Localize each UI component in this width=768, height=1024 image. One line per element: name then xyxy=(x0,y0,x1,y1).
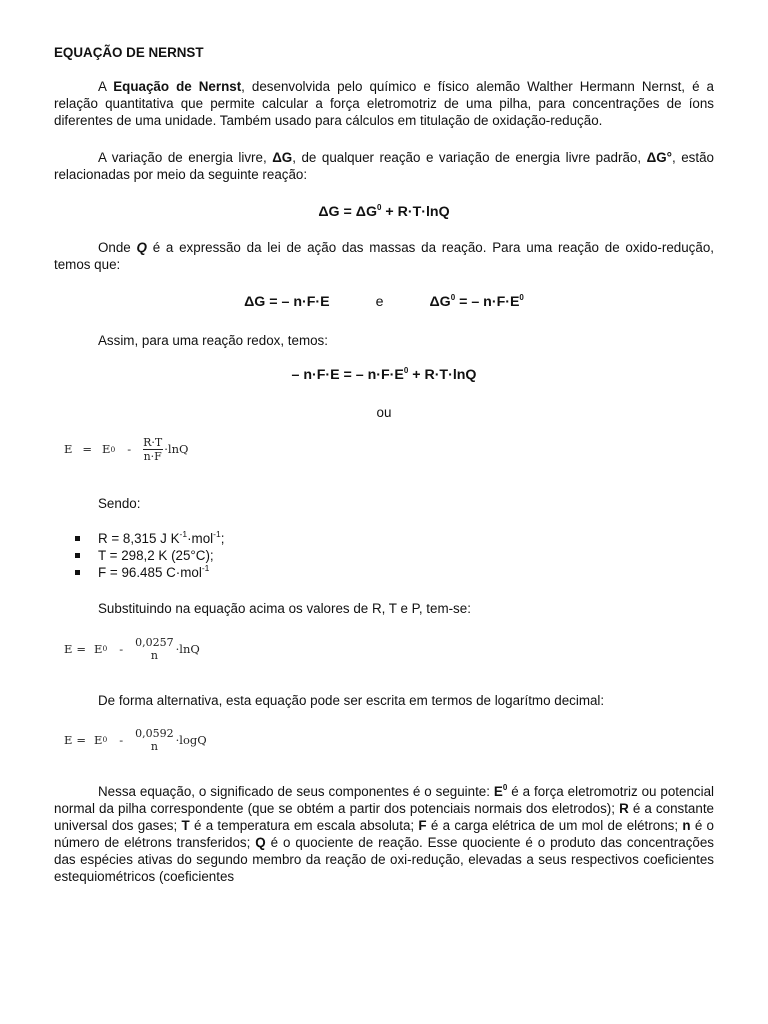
text: R = 8,315 J K xyxy=(98,531,180,546)
nernst-formula-ln: E = E 0 - 0,0257 n ·lnQ xyxy=(64,636,200,662)
paragraph-4: Assim, para uma reação redox, temos: xyxy=(98,333,328,348)
formula-tail: ·logQ xyxy=(175,732,207,747)
list-item xyxy=(54,530,224,547)
formula-minus: - xyxy=(119,641,124,656)
bullet-icon xyxy=(75,553,80,558)
text: , de qualquer reação e variação de energia livre padrão, xyxy=(292,150,647,165)
text: F = 96.485 C·mol xyxy=(98,565,202,580)
denominator: n·F xyxy=(143,450,162,463)
formula-lhs: E xyxy=(64,442,73,456)
superscript: 0 xyxy=(450,293,456,302)
text: A xyxy=(98,79,114,94)
eq-text: ΔG = ΔG xyxy=(318,204,377,220)
superscript: 0 xyxy=(377,203,382,212)
superscript: -1 xyxy=(201,563,210,573)
formula-equals: = xyxy=(82,442,93,456)
bold-term: Equação de Nernst xyxy=(113,79,242,94)
paragraph-3 xyxy=(54,239,714,273)
text: é o quociente de reação. Esse quociente é o produto das concentrações das espécies ativas do segundo membro da reação de oxi-redução, elevadas a seus respectivos coeficientes estequiométricos (coeficientes xyxy=(54,835,714,884)
text: , desenvolvida pelo químico e físico alemão Walther Hermann Nernst, é a relação quantitativa que permite calcular a força eletromotriz de uma pilha, para concentrações de íons diferentes de uma unidade. Também usado para cálculos em titulação de oxidação-redução. xyxy=(54,79,714,128)
intro-paragraph-1 xyxy=(54,78,714,129)
sendo-label: Sendo: xyxy=(98,496,141,511)
text: ·mol xyxy=(187,531,214,546)
list-item xyxy=(54,547,224,564)
formula-fraction xyxy=(134,727,175,753)
text: A variação de energia livre, xyxy=(98,150,273,165)
formula-minus: - xyxy=(119,732,124,747)
text: é a constante universal dos gases; xyxy=(54,801,714,833)
formula-fraction xyxy=(142,436,163,463)
text: é a expressão da lei de ação das massas da reação. Para uma reação de oxido-redução, temos que: xyxy=(54,240,714,272)
paragraph-7 xyxy=(54,783,714,885)
formula-tail: ·lnQ xyxy=(175,641,200,656)
text: ; xyxy=(220,531,225,546)
superscript: -1 xyxy=(179,529,188,539)
formula-equals: = xyxy=(76,732,87,747)
eq-text: = – n·F·E xyxy=(455,294,520,310)
equation-1 xyxy=(54,204,714,221)
eq-text: + R·T·lnQ xyxy=(381,204,450,220)
numerator: R·T xyxy=(143,436,163,449)
equation-2 xyxy=(54,294,714,311)
text: é a temperatura em escala absoluta; xyxy=(189,818,419,833)
formula-fraction xyxy=(134,636,175,662)
intro-paragraph-2 xyxy=(54,149,714,183)
delta-g0-symbol: ΔG° xyxy=(646,150,672,165)
text: Onde xyxy=(98,240,137,255)
bullet-icon xyxy=(75,536,80,541)
n-symbol: n xyxy=(682,818,691,833)
formula-lhs: E xyxy=(64,641,73,656)
superscript: -1 xyxy=(213,529,221,539)
text: , estão relacionadas por meio da seguinte reação: xyxy=(54,150,714,182)
formula-e0: E xyxy=(94,732,103,747)
q-symbol: Q xyxy=(136,240,147,255)
superscript: 0 xyxy=(502,783,508,792)
formula-lhs: E xyxy=(64,732,73,747)
equation-3 xyxy=(54,367,714,384)
formula-minus: - xyxy=(127,442,132,456)
eq-text: ΔG xyxy=(429,294,451,310)
numerator: 0,0592 xyxy=(135,727,174,740)
denominator: n xyxy=(150,740,158,753)
eq-text: ΔG = – n·F·E xyxy=(244,294,330,310)
text: T = 298,2 K (25°C); xyxy=(98,548,214,563)
numerator: 0,0257 xyxy=(135,636,174,649)
conjunction: e xyxy=(375,294,384,310)
r-symbol: R xyxy=(619,801,629,816)
superscript: 0 xyxy=(403,366,409,375)
eq-text: + R·T·lnQ xyxy=(408,367,477,383)
formula-equals: = xyxy=(76,641,87,656)
bullet-icon xyxy=(75,570,80,575)
q-symbol: Q xyxy=(255,835,266,850)
text: é o número de elétrons transferidos; xyxy=(54,818,714,850)
denominator: n xyxy=(150,649,158,662)
document-title: EQUAÇÃO DE NERNST xyxy=(54,45,204,60)
text: é a carga elétrica de um mol de elétrons; xyxy=(426,818,683,833)
paragraph-6: De forma alternativa, esta equação pode ser escrita em termos de logarítmo decimal: xyxy=(98,693,605,708)
delta-g-symbol: ΔG xyxy=(272,150,293,165)
nernst-formula-log: E = E 0 - 0,0592 n ·logQ xyxy=(64,727,207,753)
nernst-formula-general: E = E 0 - $\frac{R\cdot T}{n\cdot F}$ ·lnQ xyxy=(64,436,189,463)
formula-e0: E xyxy=(102,442,111,456)
text: é a força eletromotriz ou potencial normal da pilha correspondente (que se obtém a partir dos potenciais normais dos eletrodos); xyxy=(54,784,714,816)
list-item xyxy=(54,564,224,581)
or-text: ou xyxy=(376,405,392,420)
paragraph-5: Substituindo na equação acima os valores de R, T e P, tem-se: xyxy=(98,601,471,616)
formula-e0: E xyxy=(94,641,103,656)
e0-symbol: E xyxy=(493,784,503,799)
constants-list xyxy=(54,530,224,581)
f-symbol: F xyxy=(418,818,427,833)
text: Nessa equação, o significado de seus componentes é o seguinte: xyxy=(98,784,494,799)
superscript: 0 xyxy=(519,293,524,302)
t-symbol: T xyxy=(181,818,190,833)
formula-tail: ·lnQ xyxy=(164,442,189,456)
eq-text: – n·F·E = – n·F·E xyxy=(291,367,404,383)
